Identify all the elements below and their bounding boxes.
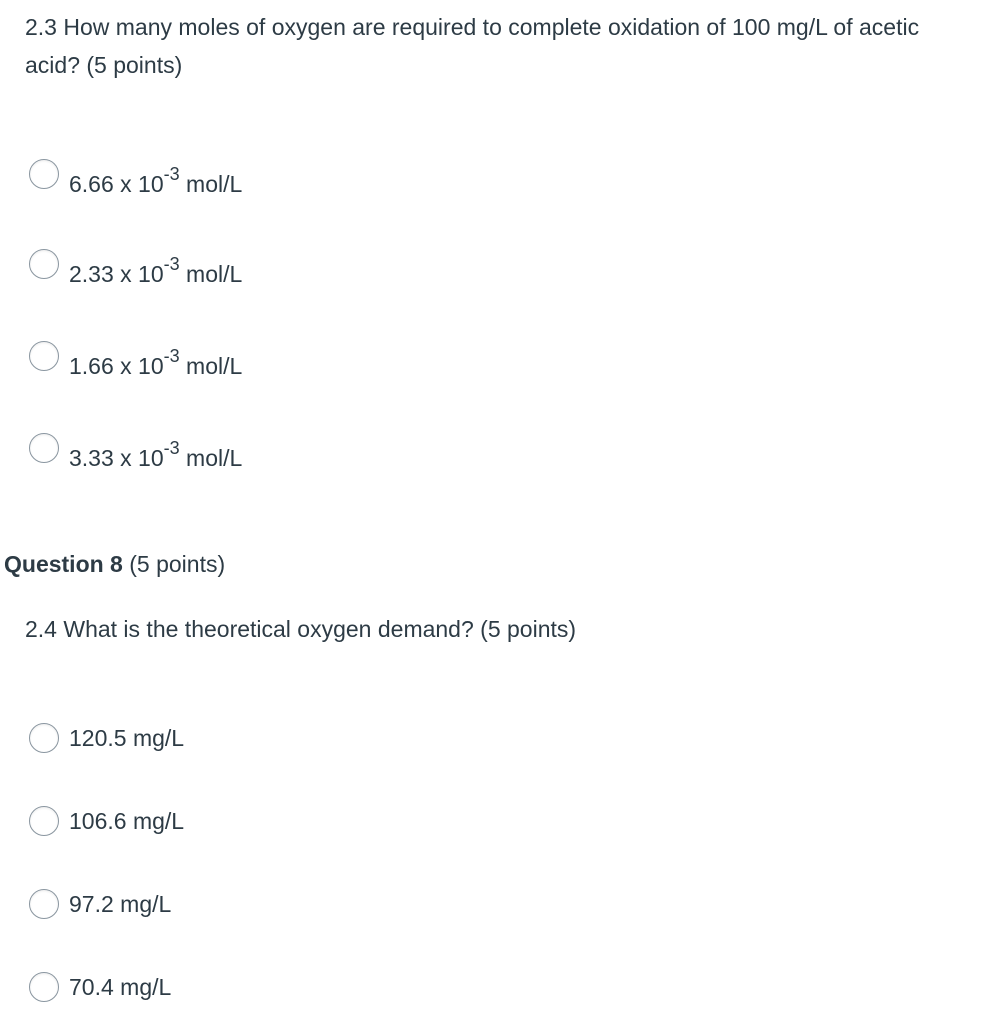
radio-button[interactable]: [29, 249, 59, 279]
answer-option-2[interactable]: [29, 804, 184, 838]
question-8-points: (5 points): [122, 551, 226, 577]
answer-option-4[interactable]: [29, 439, 242, 473]
radio-button[interactable]: [29, 889, 59, 919]
question-8-text: 2.4 What is the theoretical oxygen demand? (5 points): [25, 616, 577, 642]
question-7-text: 2.3 How many moles of oxygen are required to complete oxidation of 100 mg/L of acetic acid? (5 points): [25, 14, 920, 78]
radio-button[interactable]: [29, 723, 59, 753]
answer-option-3[interactable]: [29, 347, 242, 381]
answer-option-1[interactable]: [29, 721, 184, 755]
answer-label: 97.2 mg/L: [69, 891, 172, 917]
answer-label: 106.6 mg/L: [69, 808, 185, 834]
answer-option-2[interactable]: [29, 255, 242, 289]
question-8-title: Question 8: [4, 551, 123, 577]
radio-button[interactable]: [29, 433, 59, 463]
radio-button[interactable]: [29, 341, 59, 371]
answer-label: 1.66 x $10^{-3}$ mol/L: [69, 346, 243, 379]
radio-button[interactable]: [29, 159, 59, 189]
answer-label: 70.4 mg/L: [69, 974, 172, 1000]
answer-label: 3.33 x $10^{-3}$ mol/L: [69, 438, 243, 471]
answer-label: 2.33 x $10^{-3}$ mol/L: [69, 254, 243, 287]
answer-option-1[interactable]: [29, 165, 242, 199]
answer-option-3[interactable]: [29, 887, 171, 921]
radio-button[interactable]: [29, 806, 59, 836]
radio-button[interactable]: [29, 972, 59, 1002]
answer-option-4[interactable]: [29, 970, 171, 1004]
answer-label: 120.5 mg/L: [69, 725, 185, 751]
answer-label: 6.66 x $10^{-3}$ mol/L: [69, 164, 243, 197]
question-8-header: [4, 545, 225, 583]
